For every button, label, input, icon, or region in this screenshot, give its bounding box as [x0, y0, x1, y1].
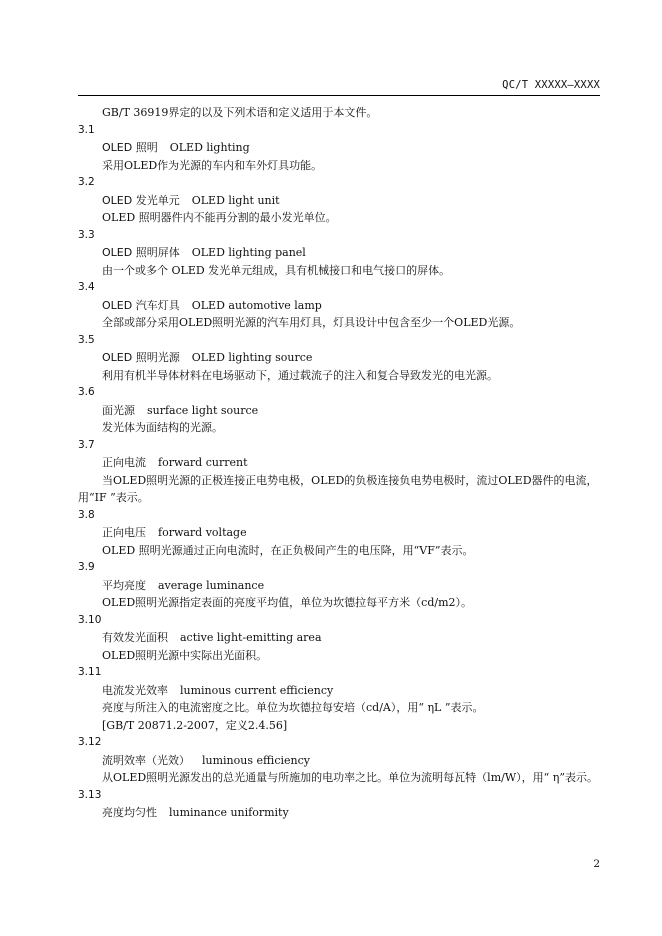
term-en: surface light source [147, 403, 259, 417]
term-entry [78, 332, 600, 385]
term-definition: 全部或部分采用OLED照明光源的汽车用灯具，灯具设计中包含至少一个OLED光源。 [102, 316, 521, 329]
header-rule [78, 95, 600, 96]
term-en: forward current [158, 456, 248, 469]
term-entry [78, 664, 600, 734]
term-number: 3.13 [78, 788, 102, 801]
term-definition: 由一个或多个 OLED 发光单元组成，具有机械接口和电气接口的屏体。 [102, 263, 451, 277]
term-en: OLED lighting panel [191, 246, 306, 259]
term-number: 3.3 [78, 228, 95, 241]
term-number: 3.12 [78, 736, 102, 748]
term-title [78, 139, 600, 157]
term-definition: 从OLED照明光源发出的总光通量与所施加的电功率之比。单位为流明每瓦特（lm/W），用“ η”表示。 [102, 771, 598, 784]
term-number: 3.8 [78, 508, 95, 521]
terms-section [78, 104, 600, 822]
term-title [78, 192, 600, 210]
term-definition: OLED 照明光源通过正向电流时，在正负极间产生的电压降，用“VF”表示。 [102, 543, 474, 557]
intro-paragraph: GB/T 36919界定的以及下列术语和定义适用于本文件。 [102, 106, 378, 119]
terms-list [78, 122, 600, 822]
term-entry [78, 612, 600, 665]
term-number: 3.10 [78, 613, 102, 626]
term-en: OLED lighting source [191, 351, 313, 364]
term-zh: OLED 汽车灯具 [102, 298, 180, 312]
term-number: 3.11 [78, 666, 102, 678]
term-zh: 流明效率（光效） [102, 753, 190, 767]
term-entry [78, 227, 600, 280]
term-title [78, 524, 600, 542]
term-number: 3.1 [78, 123, 95, 136]
term-entry [78, 384, 600, 437]
term-entry [78, 787, 600, 822]
term-zh: OLED 照明 [102, 141, 158, 154]
term-entry [78, 437, 600, 507]
term-definition: 发光体为面结构的光源。 [102, 421, 223, 434]
term-zh: OLED 发光单元 [102, 193, 180, 207]
term-en: luminous efficiency [202, 753, 310, 767]
term-title [78, 804, 600, 822]
term-title [78, 629, 600, 647]
term-zh: 正向电压 [102, 526, 146, 539]
term-en: active light-emitting area [180, 631, 322, 644]
term-en: OLED light unit [191, 193, 280, 207]
term-title [78, 244, 600, 262]
term-title [78, 577, 600, 595]
term-title [78, 682, 600, 700]
term-entry [78, 507, 600, 560]
term-reference: [GB/T 20871.2-2007，定义2.4.56] [102, 718, 288, 732]
page-number: 2 [593, 858, 600, 870]
standard-code: QC/T XXXXX—XXXX [502, 79, 600, 91]
term-zh: 有效发光面积 [102, 631, 168, 644]
term-entry [78, 174, 600, 227]
term-number: 3.9 [78, 561, 95, 573]
term-definition: 采用OLED作为光源的车内和车外灯具功能。 [102, 158, 323, 172]
term-definition: 当OLED照明光源的正极连接正电势电极，OLED的负极连接负电势电极时，流过OLED器件的电流，用“IF ”表示。 [78, 473, 598, 504]
term-number: 3.4 [78, 281, 95, 293]
term-definition: 利用有机半导体材料在电场驱动下，通过载流子的注入和复合导致发光的电光源。 [102, 368, 498, 382]
term-definition: OLED照明光源指定表面的亮度平均值，单位为坎德拉每平方米（cd/m2）。 [102, 596, 473, 609]
term-en: average luminance [158, 578, 265, 592]
term-definition: OLED 照明器件内不能再分割的最小发光单位。 [102, 211, 337, 224]
term-entry [78, 279, 600, 332]
term-zh: OLED 照明屏体 [102, 246, 180, 259]
term-zh: OLED 照明光源 [102, 351, 180, 364]
term-title [78, 402, 600, 420]
term-zh: 面光源 [102, 403, 135, 417]
term-zh: 电流发光效率 [102, 683, 168, 697]
term-en: forward voltage [158, 526, 247, 539]
term-title [78, 349, 600, 367]
term-number: 3.2 [78, 176, 95, 188]
term-zh: 平均亮度 [102, 578, 146, 592]
term-zh: 亮度均匀性 [102, 806, 157, 819]
term-definition: OLED照明光源中实际出光面积。 [102, 648, 268, 662]
term-en: luminous current efficiency [180, 683, 334, 697]
term-number: 3.7 [78, 438, 95, 451]
term-number: 3.6 [78, 386, 95, 398]
term-zh: 正向电流 [102, 456, 146, 469]
term-entry [78, 734, 600, 787]
term-en: OLED lighting [169, 141, 250, 154]
term-en: luminance uniformity [169, 806, 289, 819]
term-en: OLED automotive lamp [191, 298, 322, 312]
term-title [78, 752, 600, 770]
term-number: 3.5 [78, 333, 95, 346]
term-definition: 亮度与所注入的电流密度之比。单位为坎德拉每安培（cd/A），用“ ηL ”表示。 [102, 701, 484, 714]
term-entry [78, 559, 600, 612]
term-title [78, 297, 600, 315]
term-title [78, 454, 600, 472]
term-entry [78, 122, 600, 175]
